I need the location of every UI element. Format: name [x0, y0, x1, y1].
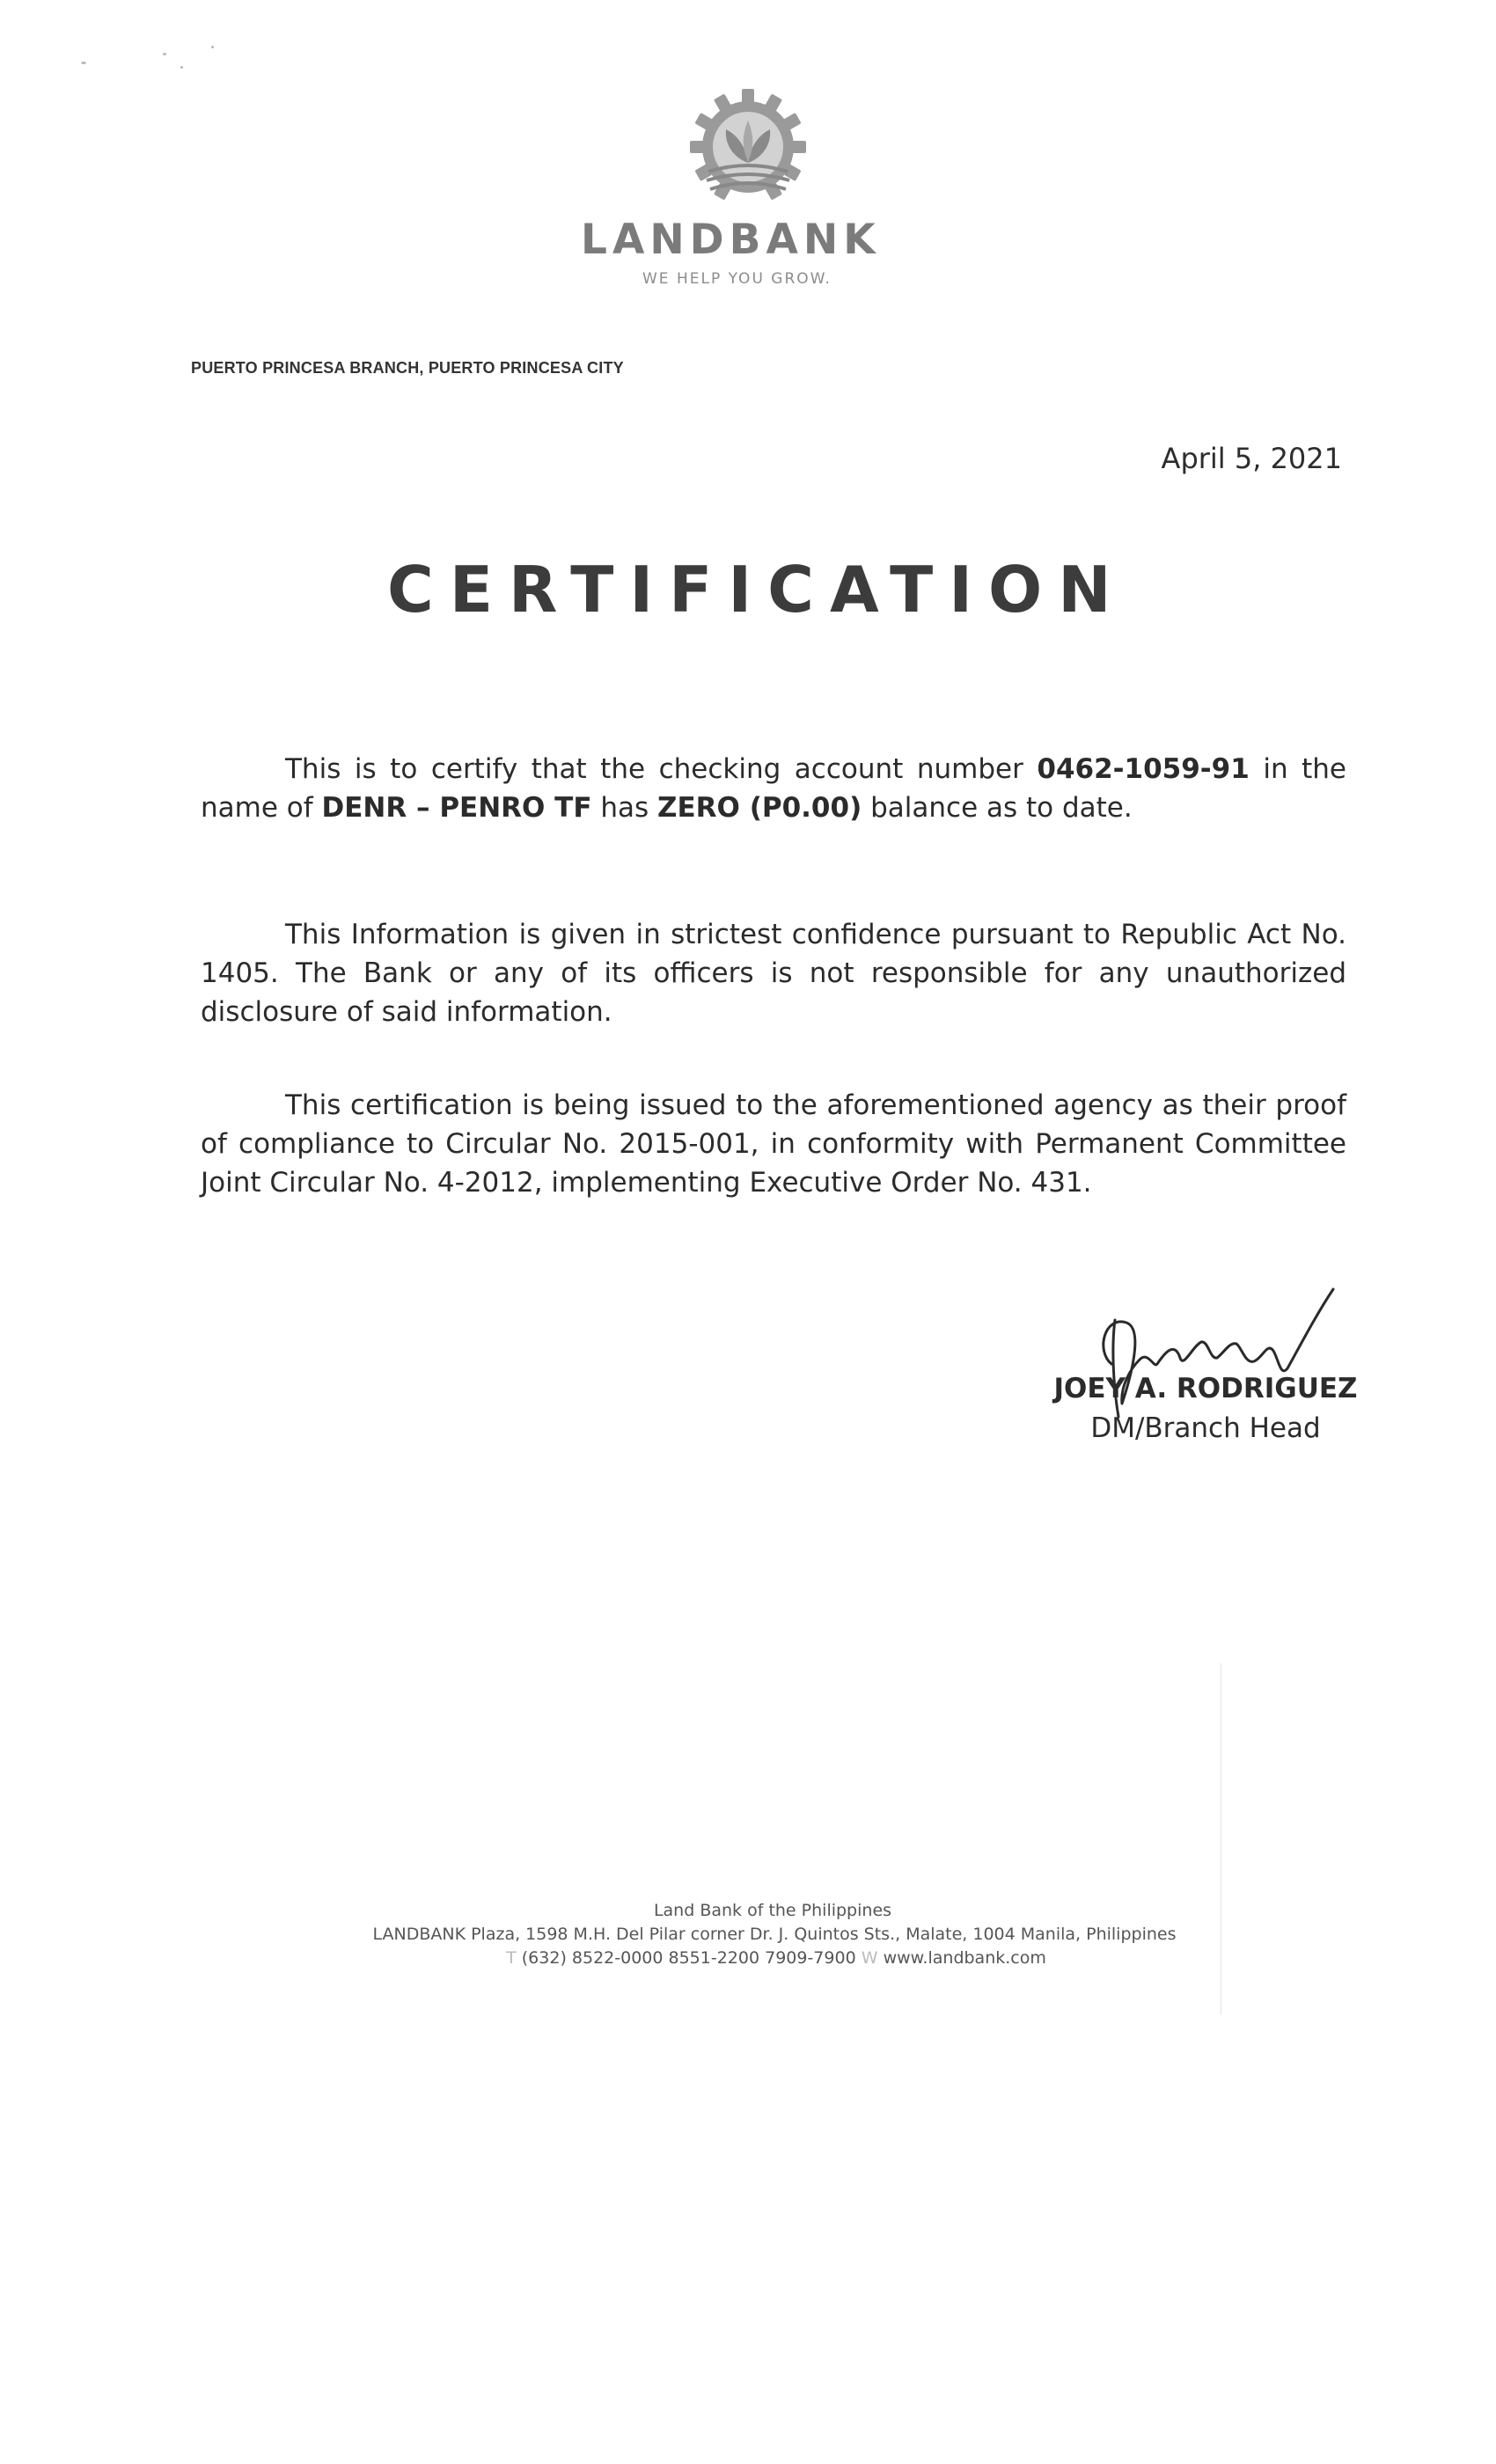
- landbank-gear-leaf-icon: [682, 84, 814, 216]
- p1-text-1: This is to certify that the checking account number: [285, 753, 1038, 785]
- footer-org: Land Bank of the Philippines: [653, 1901, 892, 1920]
- signatory-title: DM/Branch Head: [1090, 1412, 1321, 1444]
- footer-web: www.landbank.com: [883, 1948, 1046, 1968]
- p1-text-2: in the name of: [201, 753, 1347, 824]
- web-label: W: [861, 1948, 878, 1968]
- footer-address: LANDBANK Plaza, 1598 M.H. Del Pilar corner Dr. J. Quintos Sts., Malate, 1004 Manila, Philippines: [372, 1925, 1177, 1944]
- account-balance: ZERO (P0.00): [657, 792, 862, 824]
- letter-date: April 5, 2021: [1161, 442, 1342, 475]
- signatory-name: JOEY A. RODRIGUEZ: [1053, 1373, 1358, 1404]
- footer-phone: (632) 8522-0000 8551-2200 7909-7900: [521, 1948, 856, 1968]
- landbank-tagline: WE HELP YOU GROW.: [642, 270, 832, 288]
- scan-speck: [163, 53, 166, 55]
- paragraph-certify: [201, 750, 1346, 827]
- branch-name: PUERTO PRINCESA BRANCH, PUERTO PRINCESA CITY: [191, 359, 624, 377]
- paragraph-confidentiality: This Information is given in strictest confidence pursuant to Republic Act No. 1405. The Bank or any of its officers is not responsible for any unauthorized disclosure of said information.: [201, 919, 1346, 1028]
- landbank-logo: [0, 84, 1496, 216]
- paragraph-purpose: This certification is being issued to the aforementioned agency as their proof of compliance to Circular No. 2015-001, in conformity with Permanent Committee Joint Circular No. 4-2012, implementing Executive Order No. 431.: [201, 1089, 1346, 1199]
- scan-speck: [180, 66, 183, 69]
- footer-contact: [28, 1948, 1496, 1968]
- account-name: DENR – PENRO TF: [321, 792, 592, 824]
- phone-label: T: [506, 1948, 517, 1968]
- document-title: CERTIFICATION: [387, 553, 1127, 627]
- account-number: 0462-1059-91: [1037, 753, 1250, 785]
- scan-speck: [211, 46, 214, 48]
- handwritten-signature: [1069, 1280, 1360, 1434]
- landbank-wordmark: LANDBANK: [581, 216, 881, 264]
- p1-text-4: balance as to date.: [862, 792, 1133, 824]
- scan-speck: [81, 62, 86, 64]
- p1-text-3: has: [591, 792, 658, 824]
